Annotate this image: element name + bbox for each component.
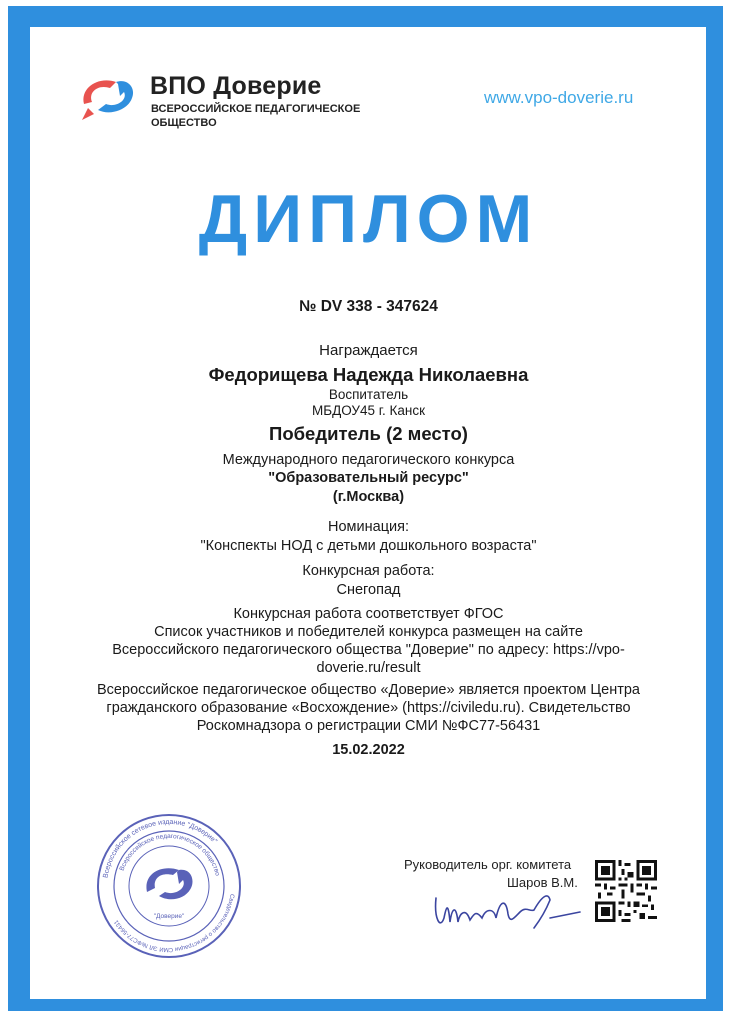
diploma-number: № DV 338 - 347624 <box>299 298 438 315</box>
about-line: Всероссийское педагогическое общество «Доверие» является проектом Центра <box>97 682 640 698</box>
brand-subtitle <box>151 102 360 130</box>
work-label: Конкурсная работа: <box>302 563 435 579</box>
diploma-title: ДИПЛОМ <box>198 181 539 257</box>
about-line: гражданского образование «Восхождение» (https://civiledu.ru). Свидетельство <box>106 700 631 716</box>
brand-sub-line2: ОБЩЕСТВО <box>151 117 217 129</box>
about-line: Роскомнадзора о регистрации СМИ №ФС77-56431 <box>196 718 541 734</box>
site-url: www.vpo-doverie.ru <box>484 88 634 107</box>
swirl-logo-icon <box>76 70 142 122</box>
notes-line: doverie.ru/result <box>316 660 421 676</box>
stamp-outer-text: Всероссийское сетевое издание "Доверие" <box>102 818 219 879</box>
nomination-value: "Конспекты НОД с детьми дошкольного возраста" <box>200 538 537 554</box>
recipient-name: Федорищева Надежда Николаевна <box>208 364 529 385</box>
handwritten-signature <box>430 878 590 938</box>
nomination-label: Номинация: <box>328 519 409 535</box>
signature-name: Шаров В.М. <box>507 875 578 890</box>
notes-line: Конкурсная работа соответствует ФГОС <box>233 606 504 622</box>
notes-line: Список участников и победителей конкурса размещен на сайте <box>154 624 583 640</box>
svg-text:Свидетельство о регистрации СМ <box>113 893 234 952</box>
work-value: Снегопад <box>336 582 401 598</box>
recipient-position: Воспитатель <box>328 387 409 402</box>
recipient-organization: МБДОУ45 г. Канск <box>311 403 426 418</box>
contest-name: "Образовательный ресурс" <box>268 470 469 486</box>
stamp-seal <box>95 812 243 960</box>
issue-date: 15.02.2022 <box>332 742 405 758</box>
qr-code-icon <box>595 860 657 922</box>
brand-name: ВПО Доверие <box>150 72 322 100</box>
contest-line: Международного педагогического конкурса <box>222 452 515 468</box>
awarded-label: Награждается <box>319 342 418 359</box>
brand-sub-line1: ВСЕРОССИЙСКОЕ ПЕДАГОГИЧЕСКОЕ <box>151 103 361 115</box>
signature-role: Руководитель орг. комитета <box>404 857 572 872</box>
award-title: Победитель (2 место) <box>269 423 468 444</box>
notes-line: Всероссийского педагогического общества "Доверие" по адресу: https://vpo- <box>112 642 625 658</box>
stamp-center-label: "Доверие" <box>153 913 185 920</box>
contest-city: (г.Москва) <box>332 489 405 505</box>
stamp-inner-text: Всероссийское педагогическое общество <box>118 832 221 877</box>
stamp-bottom-text: Свидетельство о регистрации СМИ ЭЛ №ФС77-56431 <box>113 893 235 953</box>
